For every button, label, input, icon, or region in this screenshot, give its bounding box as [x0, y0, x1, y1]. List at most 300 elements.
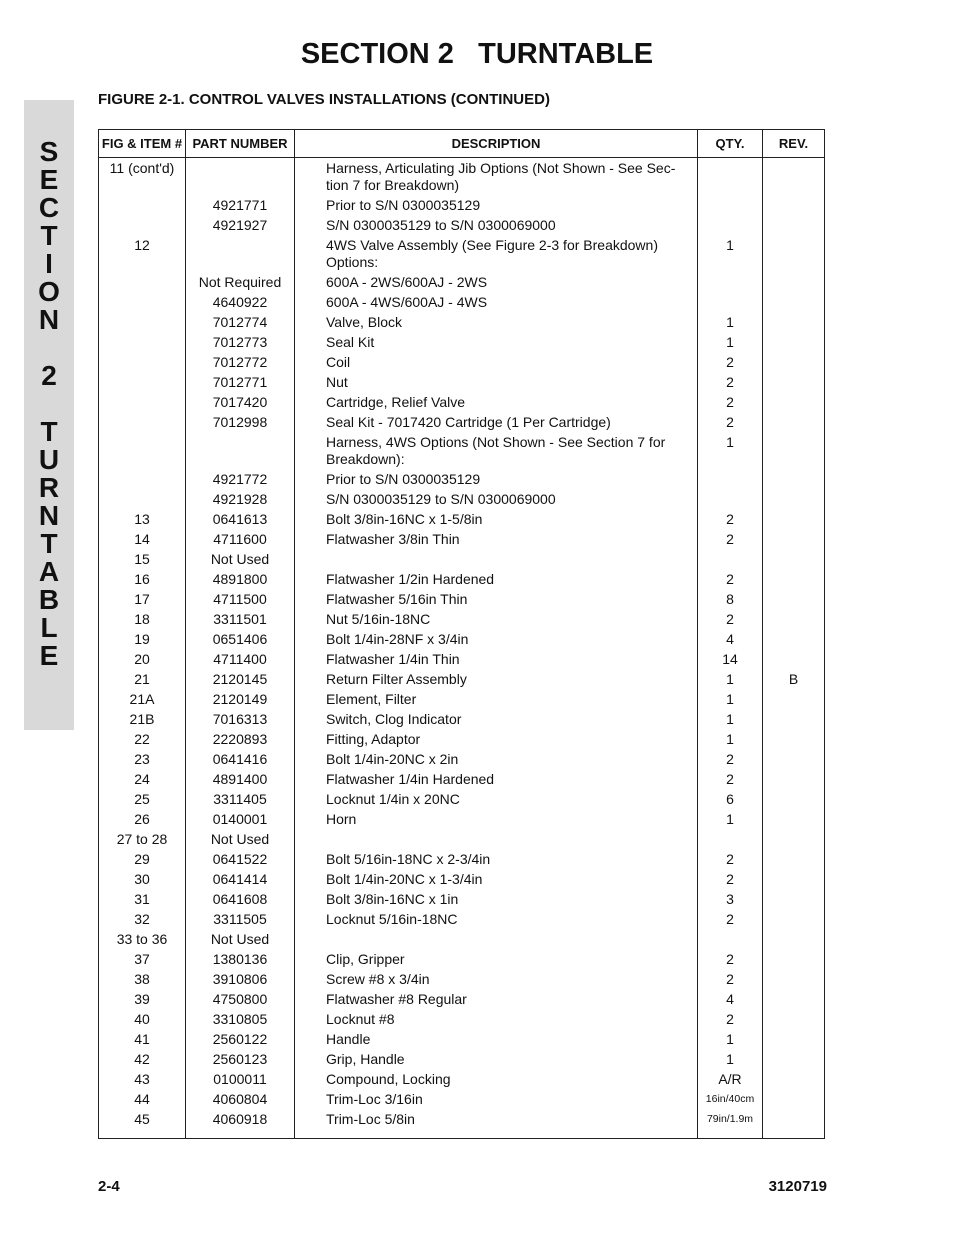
- cell-description: Locknut #8: [295, 1009, 698, 1029]
- cell-description: 4WS Valve Assembly (See Figure 2-3 for Breakdown) Options:: [295, 235, 698, 272]
- table-header-row: [99, 130, 825, 158]
- cell-part-number: 7017420: [186, 392, 295, 412]
- side-tab-letter: U: [38, 444, 60, 475]
- table-row: [99, 629, 825, 649]
- header-fig-item: FIG & ITEM #: [99, 130, 186, 158]
- table-row: [99, 909, 825, 929]
- table-row: [99, 969, 825, 989]
- cell-part-number: 0641613: [186, 509, 295, 529]
- cell-fig-item: 40: [99, 1009, 186, 1029]
- cell-part-number: [186, 235, 295, 272]
- cell-part-number: 0641608: [186, 889, 295, 909]
- table-row: [99, 729, 825, 749]
- cell-part-number: 7016313: [186, 709, 295, 729]
- cell-qty: 2: [698, 609, 763, 629]
- cell-fig-item: 44: [99, 1089, 186, 1109]
- cell-fig-item: 21A: [99, 689, 186, 709]
- cell-rev: [763, 709, 825, 729]
- table-row: [99, 929, 825, 949]
- cell-qty: 2: [698, 849, 763, 869]
- table-row: [99, 989, 825, 1009]
- cell-qty: 79in/1.9m: [698, 1109, 763, 1139]
- cell-description: Coil: [295, 352, 698, 372]
- cell-fig-item: 24: [99, 769, 186, 789]
- cell-description: Trim-Loc 3/16in: [295, 1089, 698, 1109]
- cell-part-number: 4711600: [186, 529, 295, 549]
- side-tab-letter: I: [45, 248, 53, 279]
- cell-fig-item: 29: [99, 849, 186, 869]
- header-description: DESCRIPTION: [295, 130, 698, 158]
- cell-part-number: 7012998: [186, 412, 295, 432]
- cell-part-number: 2560123: [186, 1049, 295, 1069]
- cell-description: Flatwasher #8 Regular: [295, 989, 698, 1009]
- cell-fig-item: 19: [99, 629, 186, 649]
- table-row: [99, 1089, 825, 1109]
- table-row: [99, 372, 825, 392]
- document-number: 3120719: [768, 1178, 827, 1195]
- table-row: [99, 549, 825, 569]
- table-row: [99, 158, 825, 196]
- cell-rev: [763, 929, 825, 949]
- cell-rev: [763, 1029, 825, 1049]
- cell-qty: 1: [698, 312, 763, 332]
- cell-part-number: 7012773: [186, 332, 295, 352]
- cell-rev: [763, 569, 825, 589]
- table-row: [99, 272, 825, 292]
- cell-rev: [763, 809, 825, 829]
- cell-part-number: 0651406: [186, 629, 295, 649]
- table-row: [99, 312, 825, 332]
- cell-part-number: Not Used: [186, 829, 295, 849]
- side-tab-letter: 2: [41, 360, 57, 391]
- cell-description: Bolt 1/4in-28NF x 3/4in: [295, 629, 698, 649]
- table-row: [99, 569, 825, 589]
- cell-rev: [763, 1109, 825, 1139]
- cell-part-number: 3311505: [186, 909, 295, 929]
- cell-part-number: 3310805: [186, 1009, 295, 1029]
- table-row: [99, 529, 825, 549]
- table-row: [99, 949, 825, 969]
- cell-qty: [698, 158, 763, 196]
- cell-description: Element, Filter: [295, 689, 698, 709]
- table-row: [99, 235, 825, 272]
- cell-description: Bolt 1/4in-20NC x 1-3/4in: [295, 869, 698, 889]
- cell-qty: 2: [698, 412, 763, 432]
- cell-rev: [763, 769, 825, 789]
- cell-fig-item: [99, 352, 186, 372]
- cell-part-number: 2220893: [186, 729, 295, 749]
- cell-description: Cartridge, Relief Valve: [295, 392, 698, 412]
- cell-rev: [763, 749, 825, 769]
- cell-part-number: 4711500: [186, 589, 295, 609]
- cell-part-number: 2560122: [186, 1029, 295, 1049]
- cell-part-number: 4921771: [186, 195, 295, 215]
- cell-rev: [763, 1009, 825, 1029]
- cell-rev: [763, 412, 825, 432]
- cell-qty: [698, 272, 763, 292]
- cell-rev: [763, 529, 825, 549]
- cell-rev: [763, 158, 825, 196]
- cell-part-number: 2120145: [186, 669, 295, 689]
- cell-rev: [763, 372, 825, 392]
- cell-qty: [698, 549, 763, 569]
- cell-description: [295, 829, 698, 849]
- cell-description: Seal Kit: [295, 332, 698, 352]
- cell-description: Horn: [295, 809, 698, 829]
- cell-part-number: Not Required: [186, 272, 295, 292]
- cell-description: 600A - 4WS/600AJ - 4WS: [295, 292, 698, 312]
- cell-fig-item: 18: [99, 609, 186, 629]
- cell-part-number: [186, 158, 295, 196]
- cell-qty: 2: [698, 969, 763, 989]
- cell-description: Grip, Handle: [295, 1049, 698, 1069]
- cell-fig-item: 45: [99, 1109, 186, 1139]
- cell-part-number: 4060804: [186, 1089, 295, 1109]
- cell-part-number: 4921772: [186, 469, 295, 489]
- cell-fig-item: 15: [99, 549, 186, 569]
- cell-fig-item: 30: [99, 869, 186, 889]
- cell-description: Flatwasher 1/4in Hardened: [295, 769, 698, 789]
- cell-description: Handle: [295, 1029, 698, 1049]
- cell-fig-item: 12: [99, 235, 186, 272]
- cell-fig-item: [99, 372, 186, 392]
- cell-rev: [763, 909, 825, 929]
- cell-qty: 1: [698, 709, 763, 729]
- cell-qty: 1: [698, 669, 763, 689]
- table-row: [99, 352, 825, 372]
- cell-part-number: 4711400: [186, 649, 295, 669]
- cell-qty: 8: [698, 589, 763, 609]
- cell-qty: [698, 829, 763, 849]
- cell-qty: 2: [698, 392, 763, 412]
- cell-fig-item: 38: [99, 969, 186, 989]
- cell-part-number: Not Used: [186, 929, 295, 949]
- cell-fig-item: 42: [99, 1049, 186, 1069]
- cell-fig-item: 20: [99, 649, 186, 669]
- cell-rev: B: [763, 669, 825, 689]
- table-row: [99, 292, 825, 312]
- cell-part-number: 0100011: [186, 1069, 295, 1089]
- cell-description: Harness, Articulating Jib Options (Not Shown - See Sec-tion 7 for Breakdown): [295, 158, 698, 196]
- cell-rev: [763, 589, 825, 609]
- cell-fig-item: 31: [99, 889, 186, 909]
- cell-qty: 2: [698, 769, 763, 789]
- cell-part-number: 4921928: [186, 489, 295, 509]
- table-row: [99, 709, 825, 729]
- cell-qty: 2: [698, 1009, 763, 1029]
- cell-fig-item: 25: [99, 789, 186, 809]
- cell-part-number: 4750800: [186, 989, 295, 1009]
- table-row: [99, 649, 825, 669]
- cell-qty: 2: [698, 509, 763, 529]
- cell-part-number: 4891400: [186, 769, 295, 789]
- side-tab-letter: N: [38, 304, 60, 335]
- cell-qty: [698, 292, 763, 312]
- page-number: 2-4: [98, 1178, 120, 1195]
- table-row: [99, 809, 825, 829]
- cell-description: Nut: [295, 372, 698, 392]
- table-row: [99, 195, 825, 215]
- section-side-tab-text: [24, 138, 74, 670]
- table-row: [99, 669, 825, 689]
- cell-part-number: 0641416: [186, 749, 295, 769]
- cell-rev: [763, 869, 825, 889]
- cell-description: Flatwasher 5/16in Thin: [295, 589, 698, 609]
- table-row: [99, 1029, 825, 1049]
- cell-qty: [698, 195, 763, 215]
- cell-qty: 2: [698, 352, 763, 372]
- cell-qty: [698, 215, 763, 235]
- cell-qty: 4: [698, 629, 763, 649]
- cell-rev: [763, 292, 825, 312]
- cell-rev: [763, 312, 825, 332]
- cell-description: Flatwasher 3/8in Thin: [295, 529, 698, 549]
- cell-description: Prior to S/N 0300035129: [295, 195, 698, 215]
- page-title: SECTION 2 TURNTABLE: [300, 38, 654, 70]
- cell-fig-item: [99, 312, 186, 332]
- cell-rev: [763, 489, 825, 509]
- side-tab-letter: N: [38, 500, 60, 531]
- cell-description: Return Filter Assembly: [295, 669, 698, 689]
- cell-description: Compound, Locking: [295, 1069, 698, 1089]
- side-tab-letter: E: [39, 164, 59, 195]
- parts-table: [98, 129, 825, 1139]
- cell-qty: A/R: [698, 1069, 763, 1089]
- cell-description: Bolt 5/16in-18NC x 2-3/4in: [295, 849, 698, 869]
- cell-description: Bolt 1/4in-20NC x 2in: [295, 749, 698, 769]
- cell-qty: 16in/40cm: [698, 1089, 763, 1109]
- cell-part-number: 1380136: [186, 949, 295, 969]
- cell-fig-item: 43: [99, 1069, 186, 1089]
- cell-part-number: 2120149: [186, 689, 295, 709]
- cell-rev: [763, 689, 825, 709]
- cell-fig-item: 41: [99, 1029, 186, 1049]
- side-tab-letter: C: [38, 192, 60, 223]
- cell-qty: 2: [698, 529, 763, 549]
- table-row: [99, 332, 825, 352]
- side-tab-letter: B: [38, 584, 60, 615]
- cell-description: Nut 5/16in-18NC: [295, 609, 698, 629]
- cell-part-number: 7012774: [186, 312, 295, 332]
- cell-description: Seal Kit - 7017420 Cartridge (1 Per Cartridge): [295, 412, 698, 432]
- cell-rev: [763, 609, 825, 629]
- cell-qty: 1: [698, 729, 763, 749]
- header-rev: REV.: [763, 130, 825, 158]
- cell-qty: 1: [698, 689, 763, 709]
- cell-fig-item: [99, 272, 186, 292]
- table-row: [99, 1069, 825, 1089]
- table-row: [99, 589, 825, 609]
- cell-qty: 2: [698, 372, 763, 392]
- cell-part-number: 4891800: [186, 569, 295, 589]
- side-tab-letter: T: [40, 220, 58, 251]
- header-qty: QTY.: [698, 130, 763, 158]
- cell-description: Locknut 5/16in-18NC: [295, 909, 698, 929]
- cell-fig-item: 21B: [99, 709, 186, 729]
- cell-description: Bolt 3/8in-16NC x 1-5/8in: [295, 509, 698, 529]
- cell-rev: [763, 432, 825, 469]
- cell-part-number: [186, 432, 295, 469]
- cell-rev: [763, 1069, 825, 1089]
- table-row: [99, 1009, 825, 1029]
- cell-fig-item: 39: [99, 989, 186, 1009]
- cell-fig-item: [99, 292, 186, 312]
- cell-part-number: 4921927: [186, 215, 295, 235]
- cell-rev: [763, 1089, 825, 1109]
- cell-rev: [763, 649, 825, 669]
- cell-description: Trim-Loc 5/8in: [295, 1109, 698, 1139]
- table-row: [99, 392, 825, 412]
- cell-description: Valve, Block: [295, 312, 698, 332]
- cell-description: Flatwasher 1/2in Hardened: [295, 569, 698, 589]
- table-row: [99, 412, 825, 432]
- side-tab-letter: L: [40, 612, 58, 643]
- cell-rev: [763, 509, 825, 529]
- cell-fig-item: 26: [99, 809, 186, 829]
- side-tab-letter: E: [39, 640, 59, 671]
- cell-qty: 1: [698, 235, 763, 272]
- cell-fig-item: [99, 195, 186, 215]
- cell-rev: [763, 789, 825, 809]
- cell-description: Switch, Clog Indicator: [295, 709, 698, 729]
- cell-part-number: Not Used: [186, 549, 295, 569]
- cell-description: 600A - 2WS/600AJ - 2WS: [295, 272, 698, 292]
- table-row: [99, 789, 825, 809]
- cell-description: [295, 549, 698, 569]
- cell-qty: 6: [698, 789, 763, 809]
- table-row: [99, 1049, 825, 1069]
- cell-fig-item: [99, 469, 186, 489]
- cell-rev: [763, 849, 825, 869]
- cell-qty: [698, 929, 763, 949]
- cell-rev: [763, 729, 825, 749]
- cell-rev: [763, 949, 825, 969]
- cell-rev: [763, 829, 825, 849]
- cell-rev: [763, 629, 825, 649]
- cell-fig-item: 21: [99, 669, 186, 689]
- header-part-number: PART NUMBER: [186, 130, 295, 158]
- cell-part-number: 0641522: [186, 849, 295, 869]
- table-row: [99, 469, 825, 489]
- cell-description: Screw #8 x 3/4in: [295, 969, 698, 989]
- cell-fig-item: [99, 332, 186, 352]
- cell-rev: [763, 235, 825, 272]
- cell-description: Bolt 3/8in-16NC x 1in: [295, 889, 698, 909]
- cell-description: Prior to S/N 0300035129: [295, 469, 698, 489]
- cell-qty: [698, 469, 763, 489]
- cell-qty: 2: [698, 749, 763, 769]
- cell-description: Flatwasher 1/4in Thin: [295, 649, 698, 669]
- cell-fig-item: 33 to 36: [99, 929, 186, 949]
- cell-qty: 3: [698, 889, 763, 909]
- cell-part-number: 3311405: [186, 789, 295, 809]
- table-row: [99, 215, 825, 235]
- table-row: [99, 829, 825, 849]
- cell-qty: 1: [698, 432, 763, 469]
- table-row: [99, 889, 825, 909]
- cell-part-number: 4060918: [186, 1109, 295, 1139]
- table-row: [99, 769, 825, 789]
- cell-description: Clip, Gripper: [295, 949, 698, 969]
- cell-qty: 14: [698, 649, 763, 669]
- side-tab-letter: A: [38, 556, 60, 587]
- cell-rev: [763, 549, 825, 569]
- cell-rev: [763, 969, 825, 989]
- cell-description: Fitting, Adaptor: [295, 729, 698, 749]
- table-row: [99, 609, 825, 629]
- cell-part-number: 7012772: [186, 352, 295, 372]
- cell-fig-item: [99, 215, 186, 235]
- cell-fig-item: 32: [99, 909, 186, 929]
- cell-part-number: 4640922: [186, 292, 295, 312]
- side-tab-gap: [24, 390, 74, 418]
- cell-fig-item: 14: [99, 529, 186, 549]
- side-tab-gap: [24, 334, 74, 362]
- cell-rev: [763, 352, 825, 372]
- cell-description: Harness, 4WS Options (Not Shown - See Section 7 for Breakdown):: [295, 432, 698, 469]
- cell-qty: [698, 489, 763, 509]
- cell-rev: [763, 195, 825, 215]
- cell-fig-item: [99, 432, 186, 469]
- cell-part-number: 3311501: [186, 609, 295, 629]
- cell-qty: 1: [698, 1029, 763, 1049]
- table-row: [99, 1109, 825, 1139]
- table-row: [99, 689, 825, 709]
- cell-part-number: 3910806: [186, 969, 295, 989]
- cell-description: S/N 0300035129 to S/N 0300069000: [295, 489, 698, 509]
- table-row: [99, 509, 825, 529]
- cell-rev: [763, 989, 825, 1009]
- table-row: [99, 489, 825, 509]
- side-tab-letter: O: [38, 276, 60, 307]
- cell-fig-item: 17: [99, 589, 186, 609]
- side-tab-letter: S: [39, 136, 59, 167]
- cell-rev: [763, 469, 825, 489]
- cell-fig-item: 13: [99, 509, 186, 529]
- cell-qty: 1: [698, 809, 763, 829]
- figure-title: FIGURE 2-1. CONTROL VALVES INSTALLATIONS (CONTINUED): [98, 91, 550, 108]
- table-row: [99, 749, 825, 769]
- cell-rev: [763, 392, 825, 412]
- cell-qty: 2: [698, 909, 763, 929]
- cell-rev: [763, 332, 825, 352]
- cell-fig-item: 22: [99, 729, 186, 749]
- cell-fig-item: 23: [99, 749, 186, 769]
- cell-fig-item: 37: [99, 949, 186, 969]
- cell-fig-item: 16: [99, 569, 186, 589]
- cell-rev: [763, 1049, 825, 1069]
- cell-rev: [763, 272, 825, 292]
- cell-qty: 2: [698, 869, 763, 889]
- cell-qty: 2: [698, 569, 763, 589]
- side-tab-letter: T: [40, 528, 58, 559]
- cell-part-number: 7012771: [186, 372, 295, 392]
- cell-part-number: 0641414: [186, 869, 295, 889]
- cell-rev: [763, 215, 825, 235]
- cell-qty: 4: [698, 989, 763, 1009]
- cell-fig-item: 27 to 28: [99, 829, 186, 849]
- cell-fig-item: 11 (cont'd): [99, 158, 186, 196]
- cell-fig-item: [99, 392, 186, 412]
- cell-fig-item: [99, 489, 186, 509]
- table-row: [99, 432, 825, 469]
- cell-qty: 1: [698, 332, 763, 352]
- cell-qty: 2: [698, 949, 763, 969]
- cell-part-number: 0140001: [186, 809, 295, 829]
- cell-fig-item: [99, 412, 186, 432]
- cell-description: S/N 0300035129 to S/N 0300069000: [295, 215, 698, 235]
- cell-rev: [763, 889, 825, 909]
